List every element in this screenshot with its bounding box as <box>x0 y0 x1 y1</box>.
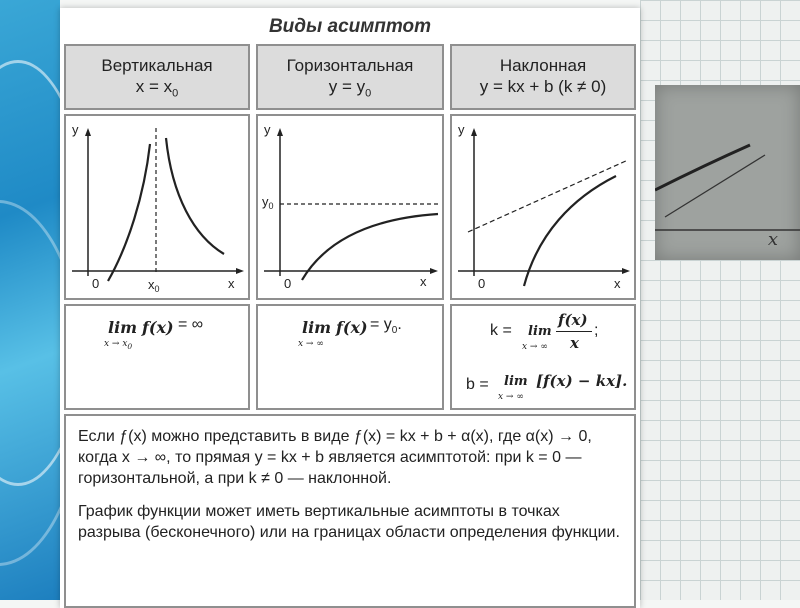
header-oblique <box>450 44 636 110</box>
formula-oblique-k-label: k = <box>490 322 512 339</box>
formula-oblique-k-lim: lim <box>528 324 552 339</box>
formula-oblique-b-under: x → ∞ <box>498 392 524 402</box>
formula-oblique-k-under: x → ∞ <box>522 342 548 352</box>
formula-oblique-b-expression: [f(x) − kx]. <box>536 372 628 390</box>
graph-oblique <box>450 114 636 300</box>
formula-vertical-fx: f(x) <box>142 318 174 337</box>
graph-oblique-origin: 0 <box>478 276 486 291</box>
graph-horizontal-origin: 0 <box>284 276 292 291</box>
graph-horizontal-y-label: y <box>264 122 271 137</box>
header-oblique-equation: y = kx + b (k ≠ 0) <box>479 77 607 96</box>
graph-vertical-origin: 0 <box>92 276 100 291</box>
explanation-paragraph-2: График функции может иметь вертикальные асимптоты в точках разрыва (бесконечного) или на границах области определения функции. <box>78 503 620 541</box>
graph-oblique-x-label: x <box>614 276 621 291</box>
graph-horizontal-y0-label: $y_0$ <box>262 194 274 211</box>
side-photo-curves <box>655 85 800 260</box>
graph-vertical-x-label: x <box>228 276 235 291</box>
formula-oblique-fraction-line <box>556 331 592 332</box>
formula-vertical-lim: lim <box>108 318 138 337</box>
formula-vertical-value: = ∞ <box>178 316 204 333</box>
formula-horizontal-lim: lim <box>302 318 332 337</box>
formula-vertical <box>64 304 250 410</box>
formula-oblique-b-label: b = <box>466 376 489 393</box>
header-vertical-equation: $x = x_0$ <box>135 77 179 100</box>
graph-horizontal <box>256 114 444 300</box>
header-horizontal-equation: $y = y_0$ <box>328 77 372 100</box>
side-photo-x-label: x <box>767 229 778 250</box>
page-title: Виды асимптот <box>268 16 432 37</box>
graph-horizontal-x-label: x <box>420 274 427 289</box>
formula-oblique-k-denominator: x <box>570 334 579 352</box>
formula-oblique-k-semicolon: ; <box>594 322 599 339</box>
graph-vertical-y-label: y <box>72 122 79 137</box>
side-photo-graph <box>655 85 800 260</box>
explanation-paragraph-1: Если ƒ(x) можно представить в виде ƒ(x) = kx + b + α(x), где α(x) → 0, когда x → ∞, то прямая y = kx + b является асимптотой: при k = 0 — горизонтальной, а при k ≠ 0 — наклонной. <box>78 428 592 487</box>
formula-oblique-k-numerator: f(x) <box>558 311 588 329</box>
header-vertical <box>64 44 250 110</box>
formula-oblique <box>450 304 636 410</box>
decorative-swoosh <box>0 200 60 566</box>
formula-oblique-b-lim: lim <box>504 374 528 389</box>
header-oblique-name: Наклонная <box>499 56 587 75</box>
background-left-panel <box>0 0 60 600</box>
header-vertical-name: Вертикальная <box>101 56 213 75</box>
formula-horizontal-under: x → ∞ <box>298 339 324 349</box>
graph-vertical-x0-label: $x_0$ <box>148 277 160 294</box>
graph-oblique-y-label: y <box>458 122 465 137</box>
header-horizontal <box>256 44 444 110</box>
formula-horizontal-value: = $y_0$. <box>370 316 402 337</box>
header-horizontal-name: Горизонтальная <box>286 56 414 75</box>
formula-vertical-under: $x \to x_0$ <box>104 339 133 351</box>
graph-vertical <box>64 114 250 300</box>
explanation-box <box>64 414 636 608</box>
asymptotes-card <box>60 8 640 608</box>
formula-horizontal <box>256 304 444 410</box>
formula-horizontal-fx: f(x) <box>336 318 368 337</box>
